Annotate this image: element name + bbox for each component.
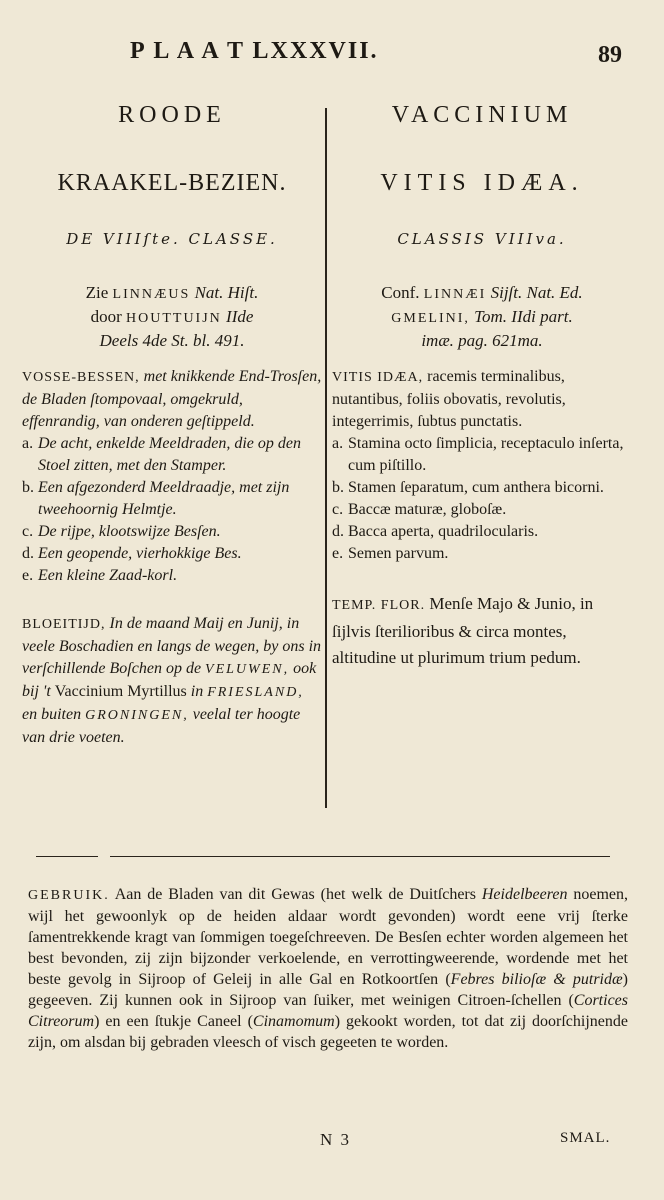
- dutch-title-line-2: KRAAKEL-BEZIEN.: [57, 170, 287, 196]
- place-name: GRONINGEN,: [85, 708, 189, 723]
- running-head: P L A A T LXXXVII.: [130, 38, 379, 64]
- flor-text: veelal ter hoogte van drie voeten.: [22, 706, 301, 746]
- item-text: Semen parvum.: [348, 545, 449, 562]
- latin-description: [332, 366, 632, 433]
- item-label: a.: [22, 435, 34, 452]
- item-text: De acht, enkelde Meeldraden, die op den Stoel zitten, met den Stamper.: [38, 435, 302, 474]
- dutch-flowering-time: [22, 613, 322, 749]
- latin-class-heading: CLASSIS VIIIva.: [397, 230, 567, 248]
- dutch-reference: [22, 282, 322, 366]
- flor-text: In de maand Maij en Junij, in veele Boschadien en langs de wegen, by ons in verſchillende Boſchen op de: [22, 615, 322, 677]
- usage-paragraph: [28, 884, 628, 1053]
- place-name: VELUWEN,: [205, 662, 290, 677]
- usage-text: ) gekookt worden, tot dat zij doorſchijnende zijn, om alsdan bij gebraden vleesch of visch gegeeten te worden.: [28, 1013, 628, 1051]
- item-label: b.: [332, 479, 344, 496]
- item-label: e.: [22, 567, 34, 584]
- flor-text: ook bij 't: [22, 660, 317, 700]
- item-text: Bacca aperta, quadrilocularis.: [348, 523, 539, 540]
- ref-author: LINNÆI: [423, 287, 487, 302]
- signature-mark: N 3: [320, 1130, 352, 1149]
- flor-lead: TEMP. FLOR.: [332, 598, 426, 613]
- list-item: [22, 521, 322, 543]
- ref-author-2: HOUTTUIJN: [126, 311, 222, 326]
- list-item: [332, 433, 632, 477]
- dutch-class-heading: DE VIIIſte. CLASSE.: [66, 230, 278, 248]
- list-item: [332, 521, 632, 543]
- flor-text: Menſe Majo & Junio, in ſijlvis ſterilioribus & circa montes, altitudine ut plurimum trium pedum.: [332, 594, 594, 667]
- ref-part: Tom. IIdi part.: [474, 307, 573, 326]
- species-name: Vaccinium Myrtillus: [54, 683, 187, 700]
- page-number: 89: [598, 42, 622, 68]
- column-divider: [325, 108, 327, 808]
- latin-figure-legend: [332, 433, 632, 565]
- item-label: c.: [22, 523, 34, 540]
- usage-italic: Febres bilioſæ & putridæ: [450, 971, 623, 988]
- item-label: e.: [332, 545, 344, 562]
- item-label: d.: [22, 545, 34, 562]
- ref-part: IIde: [226, 307, 254, 326]
- latin-flowering-time: [332, 591, 632, 671]
- usage-text: ) gegeeven. Zij kunnen ook in Sijroop van ſuiker, met weinigen Citroen-ſchellen (: [28, 971, 628, 1009]
- place-name: FRIESLAND,: [207, 685, 304, 700]
- ref-location: Deels 4de St. bl. 491.: [99, 331, 245, 350]
- dutch-description-lead: VOSSE-BESSEN,: [22, 370, 140, 385]
- item-text: Baccæ maturæ, globoſæ.: [348, 501, 507, 518]
- section-rule-short: [36, 856, 98, 857]
- flor-text: en buiten: [22, 706, 82, 723]
- dutch-title-line-1: ROODE: [118, 102, 226, 128]
- ref-pre-2: door: [90, 307, 122, 326]
- ref-work: Nat. Hiſt.: [194, 283, 259, 302]
- list-item: [22, 433, 322, 477]
- usage-italic: Heidelbeeren: [481, 886, 568, 903]
- item-label: c.: [332, 501, 344, 518]
- ref-author-2: GMELINI,: [391, 311, 470, 326]
- item-text: Een afgezonderd Meeldraadje, met zijn tweehoornig Helmtje.: [38, 479, 290, 518]
- usage-lead: GEBRUIK.: [28, 888, 110, 903]
- item-label: d.: [332, 523, 344, 540]
- flor-text: in: [190, 683, 204, 700]
- latin-description-text: racemis terminalibus, nutantibus, foliis obovatis, revolutis, integerrimis, ſubtus punctatis.: [332, 368, 566, 430]
- dutch-column: [22, 100, 322, 749]
- ref-author: LINNÆUS: [112, 287, 191, 302]
- item-text: Een kleine Zaad-korl.: [38, 567, 178, 584]
- latin-reference: [332, 282, 632, 366]
- item-label: a.: [332, 435, 344, 452]
- ref-pre: Conf.: [381, 283, 420, 302]
- usage-italic: Cortices Citreorum: [28, 992, 628, 1030]
- list-item: [22, 565, 322, 587]
- list-item: [332, 477, 632, 499]
- item-text: Stamen ſeparatum, cum anthera bicorni.: [348, 479, 604, 496]
- usage-text: ) en een ſtukje Caneel (: [94, 1013, 253, 1030]
- list-item: [22, 543, 322, 565]
- latin-title-line-1: VACCINIUM: [391, 102, 573, 128]
- item-text: Stamina octo ſimplicia, receptaculo inſerta, cum piſtillo.: [348, 435, 624, 474]
- latin-column: [332, 100, 632, 671]
- list-item: [332, 543, 632, 565]
- latin-description-lead: VITIS IDÆA,: [332, 370, 424, 385]
- usage-text: Aan de Bladen van dit Gewas (het welk de Duitſchers: [114, 886, 476, 903]
- ref-location: imæ. pag. 621ma.: [421, 331, 543, 350]
- dutch-description: [22, 366, 322, 433]
- item-text: Een geopende, vierhokkige Bes.: [38, 545, 242, 562]
- ref-work: Sijſt. Nat. Ed.: [490, 283, 583, 302]
- section-rule-long: [110, 856, 610, 857]
- list-item: [22, 477, 322, 521]
- dutch-figure-legend: [22, 433, 322, 587]
- flor-lead: BLOEITIJD,: [22, 617, 106, 632]
- list-item: [332, 499, 632, 521]
- dutch-description-text: met knikkende End-Trosſen, de Bladen ſtompovaal, omgekruld, effenrandig, van onderen geſtippeld.: [22, 368, 322, 430]
- usage-italic: Cinamomum: [252, 1013, 335, 1030]
- usage-text: noemen, wijl het gewoonlyk op de heiden aldaar wordt gevonden) wordt eene vrij ſterke ſamentrekkende kragt van ſommigen toegeſchreeven. De Besſen echter worden algemeen het best bevonden, zij zijn bijzonder verkoelende, en verrottingweerende, wordende met het beste gevolg in Sijroop of Geleij in alle Gal en Rotkoortſen (: [28, 886, 629, 988]
- ref-pre: Zie: [85, 283, 109, 302]
- item-text: De rijpe, klootswijze Besſen.: [38, 523, 221, 540]
- catchword: SMAL.: [560, 1130, 611, 1146]
- latin-title-line-2: VITIS IDÆA.: [380, 170, 584, 196]
- item-label: b.: [22, 479, 34, 496]
